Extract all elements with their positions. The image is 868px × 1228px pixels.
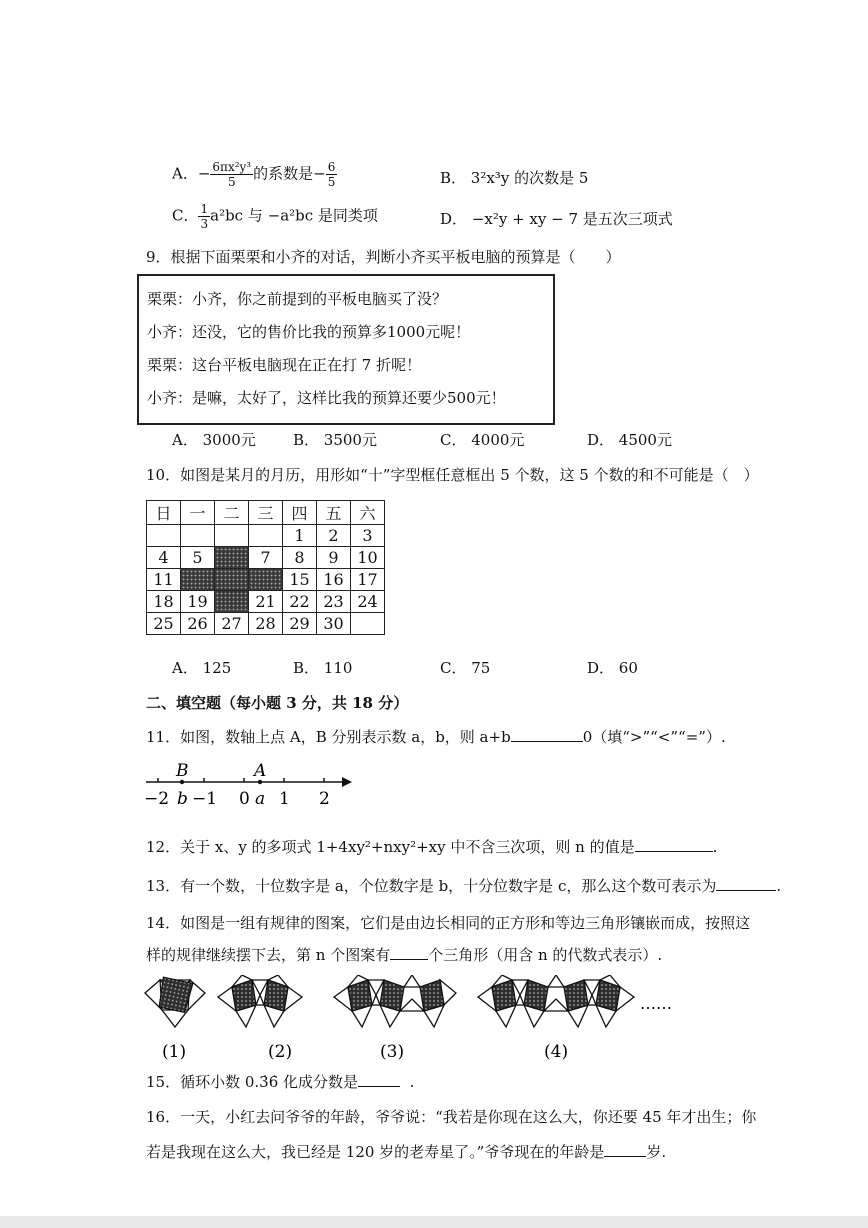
answer-blank[interactable]: [390, 959, 428, 960]
q8-option-c: [172, 202, 378, 231]
calendar-cell: 2: [317, 525, 351, 547]
q8-a-label: A．: [172, 164, 198, 183]
calendar-cell: 18: [147, 591, 181, 613]
q12-stem-part2: .: [712, 838, 718, 856]
tick-label: 1: [279, 789, 290, 809]
q8-a-fraction2: [326, 160, 338, 189]
calendar-header-cell: 六: [351, 501, 385, 525]
calendar-cell: 22: [283, 591, 317, 613]
pattern-label: (2): [268, 1042, 293, 1062]
calendar-cell: 27: [215, 613, 249, 635]
calendar-cell: [181, 525, 215, 547]
q13-stem: [146, 875, 781, 896]
section-heading: 二、填空题（每小题 3 分，共 18 分）: [146, 694, 409, 712]
dialog-line: 栗栗：这台平板电脑现在正在打 7 折呢！: [147, 356, 422, 374]
number-line-figure: [140, 760, 360, 810]
q13-stem-part2: .: [776, 877, 782, 895]
calendar-cell: 7: [249, 547, 283, 569]
calendar-header-cell: 一: [181, 501, 215, 525]
q8-c-text: a²bc 与 −a²bc 是同类项: [210, 206, 378, 225]
q8-a-mid: 的系数是: [253, 164, 314, 183]
q9-dialog-box: [137, 274, 555, 425]
pattern-4: [478, 975, 634, 1027]
q16-line2-part2: 岁.: [646, 1143, 667, 1161]
calendar-cell: 30: [317, 613, 351, 635]
q8-option-d: D． −x²y + xy − 7 是五次三项式: [440, 210, 673, 228]
q10-stem: 10．如图是某月的月历，用形如“十”字型框任意框出 5 个数，这 5 个数的和不可能是（ ）: [146, 466, 759, 484]
tick-label: b: [177, 789, 188, 809]
q15-stem: [146, 1071, 414, 1092]
calendar-cell-shaded: [215, 591, 249, 613]
q10-option-a: A． 125: [172, 659, 232, 677]
calendar-cell: 8: [283, 547, 317, 569]
tick-label: a: [255, 789, 266, 809]
q9-stem: 9．根据下面栗栗和小齐的对话，判断小齐买平板电脑的预算是（ ）: [146, 248, 621, 266]
q8-a-denominator2: 5: [327, 175, 336, 189]
calendar-header-cell: 日: [147, 501, 181, 525]
q8-a-numerator: 6πx²y³: [212, 160, 252, 174]
calendar-table: [146, 500, 385, 635]
dialog-line: 小齐：还没，它的售价比我的预算多1000元呢！: [147, 323, 471, 341]
calendar-cell: 24: [351, 591, 385, 613]
answer-blank[interactable]: [511, 741, 583, 742]
calendar-header-row: [147, 501, 385, 525]
q8-c-fraction: [198, 202, 210, 231]
calendar-cell: 17: [351, 569, 385, 591]
pattern-3: [334, 975, 456, 1027]
q8-a-fraction: [210, 160, 253, 189]
q8-option-b: B． 3²x³y 的次数是 5: [440, 169, 589, 187]
calendar-cell: 29: [283, 613, 317, 635]
answer-blank[interactable]: [604, 1156, 646, 1157]
pattern-label: (3): [380, 1042, 405, 1062]
q14-line2-part2: 个三角形（用含 n 的代数式表示）.: [428, 946, 663, 964]
calendar-header-cell: 三: [249, 501, 283, 525]
calendar-cell: 21: [249, 591, 283, 613]
calendar-row: [147, 591, 385, 613]
q14-line1: 14．如图是一组有规律的图案，它们是由边长相同的正方形和等边三角形镶嵌而成，按照这: [146, 914, 751, 932]
q14-line2: [146, 944, 662, 965]
calendar-cell-shaded: [249, 569, 283, 591]
point-b-label: B: [176, 761, 189, 781]
q13-stem-part1: 13．有一个数，十位数字是 a，个位数字是 b，十分位数字是 c，那么这个数可表示为: [146, 877, 717, 895]
calendar-cell: 16: [317, 569, 351, 591]
calendar-row: [147, 613, 385, 635]
calendar-cell: [147, 525, 181, 547]
calendar-cell-shaded: [215, 569, 249, 591]
q9-option-d: D． 4500元: [587, 431, 672, 449]
answer-blank[interactable]: [635, 851, 713, 852]
calendar-header-cell: 四: [283, 501, 317, 525]
tick-label: 2: [319, 789, 330, 809]
q10-option-d: D． 60: [587, 659, 638, 677]
tick-label: −2: [144, 789, 170, 809]
q16-line1: 16．一天，小红去问爷爷的年龄，爷爷说：“我若是你现在这么大，你还要 45 年才出生；你: [146, 1108, 757, 1126]
dialog-line: 栗栗：小齐，你之前提到的平板电脑买了没？: [147, 290, 448, 308]
q9-option-c: C． 4000元: [440, 431, 525, 449]
calendar-cell: 26: [181, 613, 215, 635]
pattern-label: (1): [162, 1042, 187, 1062]
answer-blank[interactable]: [716, 890, 776, 891]
q11-stem-part2: 0（填“>”“<”“=”）.: [582, 728, 726, 746]
q15-stem-part2: .: [409, 1073, 415, 1091]
calendar-cell-shaded: [215, 547, 249, 569]
q8-a-denominator: 5: [227, 175, 236, 189]
calendar-cell: 25: [147, 613, 181, 635]
q10-option-b: B． 110: [293, 659, 353, 677]
calendar-cell-shaded: [181, 569, 215, 591]
q10-option-c: C． 75: [440, 659, 491, 677]
calendar-cell: 23: [317, 591, 351, 613]
page-bottom-edge: [0, 1216, 868, 1228]
calendar-cell: 1: [283, 525, 317, 547]
pattern-ellipsis: ……: [640, 994, 672, 1013]
q11-stem-part1: 11．如图，数轴上点 A，B 分别表示数 a，b，则 a+b: [146, 728, 511, 746]
q8-option-a: A．− $\frac{\text{6πx²y³}}{5}$ 的系数是− $\frac{6}{5}$: [172, 160, 336, 189]
pattern-figure: [140, 975, 680, 1065]
q14-line2-part1: 样的规律继续摆下去，第 n 个图案有: [146, 946, 391, 964]
calendar-cell: 3: [351, 525, 385, 547]
point-a-label: A: [254, 761, 267, 781]
calendar-row: [147, 569, 385, 591]
q15-stem-part1: 15．循环小数 0.3̇6̇ 化成分数是: [146, 1073, 359, 1091]
number-line-arrow: [342, 777, 352, 787]
tick-label: −1: [192, 789, 218, 809]
calendar-cell: 4: [147, 547, 181, 569]
q8-c-denominator: 3: [200, 217, 209, 231]
dialog-line: 小齐：是嘛，太好了，这样比我的预算还要少500元！: [147, 389, 506, 407]
calendar-header-cell: 五: [317, 501, 351, 525]
pattern-label: (4): [544, 1042, 569, 1062]
tick-label: 0: [239, 789, 250, 809]
calendar-cell: [351, 613, 385, 635]
calendar-cell: 11: [147, 569, 181, 591]
calendar-cell: 9: [317, 547, 351, 569]
calendar-cell: 15: [283, 569, 317, 591]
pattern-1: [145, 977, 205, 1027]
q9-option-b: B． 3500元: [293, 431, 377, 449]
calendar-row: [147, 525, 385, 547]
q11-stem: [146, 726, 726, 747]
q8-c-label: C．: [172, 206, 199, 225]
calendar-cell: [215, 525, 249, 547]
calendar-cell: 28: [249, 613, 283, 635]
calendar-cell: 5: [181, 547, 215, 569]
calendar-cell: 10: [351, 547, 385, 569]
answer-blank[interactable]: [358, 1086, 400, 1087]
q16-line2: [146, 1141, 666, 1162]
calendar-header-cell: 二: [215, 501, 249, 525]
q12-stem: [146, 836, 717, 857]
calendar-cell: 19: [181, 591, 215, 613]
calendar-cell: [249, 525, 283, 547]
calendar-row: [147, 547, 385, 569]
q12-stem-part1: 12．关于 x、y 的多项式 1+4xy²+nxy²+xy 中不含三次项，则 n 的值是: [146, 838, 635, 856]
q8-c-numerator: 1: [200, 202, 209, 216]
q9-option-a: A． 3000元: [172, 431, 256, 449]
q8-a-numerator2: 6: [327, 160, 336, 174]
q16-line2-part1: 若是我现在这么大，我已经是 120 岁的老寿星了。”爷爷现在的年龄是: [146, 1143, 605, 1161]
pattern-2: [218, 975, 302, 1027]
